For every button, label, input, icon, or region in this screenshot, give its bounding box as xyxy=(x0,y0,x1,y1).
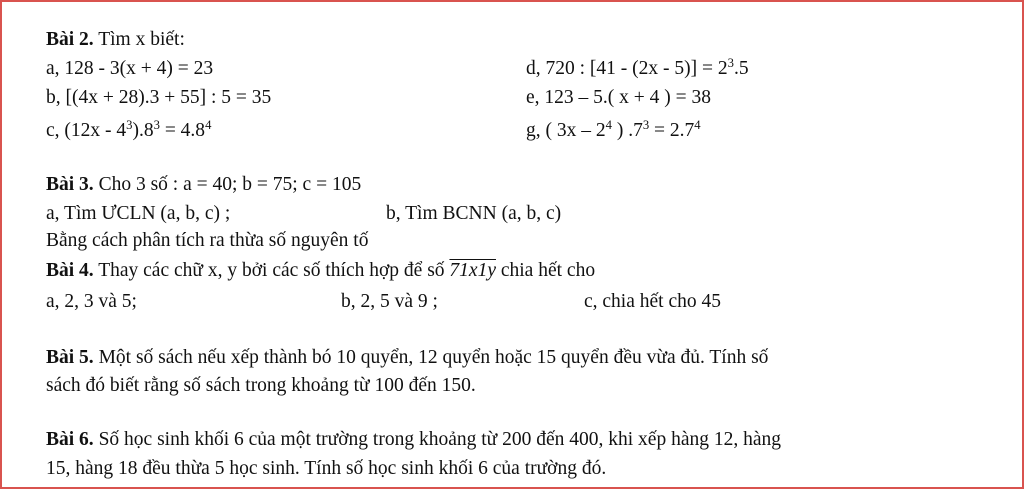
bai2-d-part1: d, 720 : [41 - (2x - 5)] = 2 xyxy=(526,58,728,79)
bai2-heading xyxy=(46,30,185,50)
bai2-label: Bài 2. xyxy=(46,29,94,50)
bai2-c-part2: ).8 xyxy=(132,120,154,141)
bai2-g-part3: = 2.7 xyxy=(649,120,695,141)
bai2-g-exp2: 3 xyxy=(642,118,650,133)
bai4-text: Thay các chữ x, y bởi các số thích hợp để số xyxy=(93,260,450,281)
bai2-c-part3: = 4.8 xyxy=(159,120,206,141)
bai3-note: Bằng cách phân tích ra thừa số nguyên tố xyxy=(46,230,369,251)
bai4-number-overline: 71x1y xyxy=(449,260,496,281)
bai4-label: Bài 4. xyxy=(46,260,94,281)
bai3-label: Bài 3. xyxy=(46,174,94,195)
bai5-text1: Một số sách nếu xếp thành bó 10 quyển, 12 quyển hoặc 15 quyển đều vừa đủ. Tính số xyxy=(93,347,769,368)
bai5-line1 xyxy=(46,348,768,368)
bai2-item-a: a, 128 - 3(x + 4) = 23 xyxy=(46,58,214,79)
bai2-c-exp1: 3 xyxy=(126,118,133,133)
bai6-line1 xyxy=(46,430,781,450)
bai6-line2: 15, hàng 18 đều thừa 5 học sinh. Tính số học sinh khối 6 của trường đó. xyxy=(46,458,607,479)
bai3-heading xyxy=(46,175,361,195)
bai4-item-b: b, 2, 5 và 9 ; xyxy=(341,291,438,312)
bai6-label: Bài 6. xyxy=(46,429,94,450)
bai2-c-exp3: 4 xyxy=(205,118,212,133)
bai2-g-exp3: 4 xyxy=(694,118,701,133)
bai2-item-d xyxy=(526,56,749,79)
bai2-g-part2: ) .7 xyxy=(611,120,643,141)
bai6-text1: Số học sinh khối 6 của một trường trong khoảng từ 200 đến 400, khi xếp hàng 12, hàng xyxy=(93,429,782,450)
bai2-item-e: e, 123 – 5.( x + 4 ) = 38 xyxy=(526,87,712,108)
bai2-d-exp1: 3 xyxy=(727,56,734,71)
bai2-g-part1: g, ( 3x – 2 xyxy=(526,120,606,141)
bai2-g-exp1: 4 xyxy=(605,118,612,133)
bai2-item-b: b, [(4x + 28).3 + 55] : 5 = 35 xyxy=(46,87,272,108)
bai3-item-b: b, Tìm BCNN (a, b, c) xyxy=(386,203,562,224)
bai4-suffix: chia hết cho xyxy=(495,260,596,281)
bai2-c-part1: c, (12x - 4 xyxy=(46,120,127,141)
bai3-item-a: a, Tìm ƯCLN (a, b, c) ; xyxy=(46,203,231,224)
bai5-label: Bài 5. xyxy=(46,347,94,368)
bai5-line2: sách đó biết rằng số sách trong khoảng từ 100 đến 150. xyxy=(46,375,476,396)
bai2-c-exp2: 3 xyxy=(153,118,160,133)
bai2-d-part2: .5 xyxy=(733,58,749,79)
bai2-item-g xyxy=(526,118,701,141)
bai2-title: Tìm x biết: xyxy=(93,29,185,50)
bai4-heading xyxy=(46,261,595,281)
bai2-item-c xyxy=(46,118,212,141)
bai3-title: Cho 3 số : a = 40; b = 75; c = 105 xyxy=(93,174,362,195)
bai4-item-a: a, 2, 3 và 5; xyxy=(46,291,137,312)
bai4-item-c: c, chia hết cho 45 xyxy=(584,291,721,312)
